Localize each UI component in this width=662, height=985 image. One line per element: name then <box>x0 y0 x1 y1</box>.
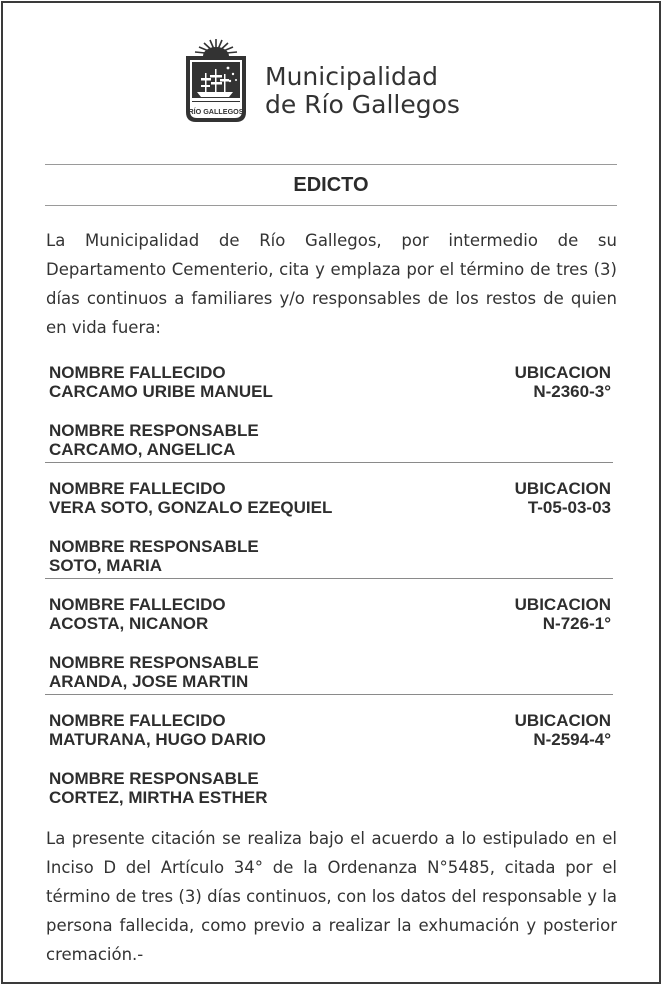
location-label: UBICACION <box>514 363 611 382</box>
record-separator <box>45 462 613 463</box>
location-label: UBICACION <box>514 479 611 498</box>
deceased-label: NOMBRE FALLECIDO <box>49 711 226 730</box>
record-entry <box>49 479 611 575</box>
municipality-title <box>265 63 460 119</box>
location-label: UBICACION <box>514 595 611 614</box>
document-heading: EDICTO <box>293 174 369 196</box>
deceased-name: MATURANA, HUGO DARIO <box>49 730 266 749</box>
responsible-name: ARANDA, JOSE MARTIN <box>49 672 249 691</box>
location-label: UBICACION <box>514 711 611 730</box>
deceased-label: NOMBRE FALLECIDO <box>49 363 226 382</box>
location-code: T-05-03-03 <box>527 498 611 517</box>
location-code: N-2594-4° <box>533 730 611 749</box>
title-line-1: Municipalidad <box>265 62 439 91</box>
deceased-label: NOMBRE FALLECIDO <box>49 479 226 498</box>
record-separator <box>45 578 613 579</box>
responsible-label: NOMBRE RESPONSABLE <box>49 421 259 440</box>
responsible-name: SOTO, MARIA <box>49 556 163 575</box>
record-entry <box>49 711 611 807</box>
title-line-2: de Río Gallegos <box>265 90 460 119</box>
responsible-label: NOMBRE RESPONSABLE <box>49 653 259 672</box>
header <box>183 38 503 128</box>
intro-paragraph: La Municipalidad de Río Gallegos, por intermedio de su Departamento Cementerio, cita y emplaza por el término de tres (3) días continuos a familiares y/o responsables de los restos de quien en vida fuera: <box>46 231 617 337</box>
responsible-name: CARCAMO, ANGELICA <box>49 440 236 459</box>
record-entry <box>49 363 611 459</box>
deceased-name: ACOSTA, NICANOR <box>49 614 209 633</box>
divider-heading <box>45 205 617 206</box>
record-separator <box>45 694 613 695</box>
record-entry <box>49 595 611 691</box>
responsible-label: NOMBRE RESPONSABLE <box>49 769 259 788</box>
location-code: N-726-1° <box>542 614 611 633</box>
deceased-label: NOMBRE FALLECIDO <box>49 595 226 614</box>
responsible-name: CORTEZ, MIRTHA ESTHER <box>49 788 268 807</box>
divider-top <box>45 164 617 165</box>
responsible-label: NOMBRE RESPONSABLE <box>49 537 259 556</box>
deceased-name: CARCAMO URIBE MANUEL <box>49 382 273 401</box>
deceased-name: VERA SOTO, GONZALO EZEQUIEL <box>49 498 333 517</box>
svg-text:RÍO GALLEGOS: RÍO GALLEGOS <box>188 107 244 116</box>
municipal-crest-logo <box>183 38 249 126</box>
location-code: N-2360-3° <box>533 382 611 401</box>
closing-paragraph: La presente citación se realiza bajo el acuerdo a lo estipulado en el Inciso D del Artículo 34° de la Ordenanza N°5485, citada por el término de tres (3) días continuos, con los datos del responsable y la persona fallecida, como previo a realizar la exhumación y posterior cremación.- <box>46 829 617 964</box>
